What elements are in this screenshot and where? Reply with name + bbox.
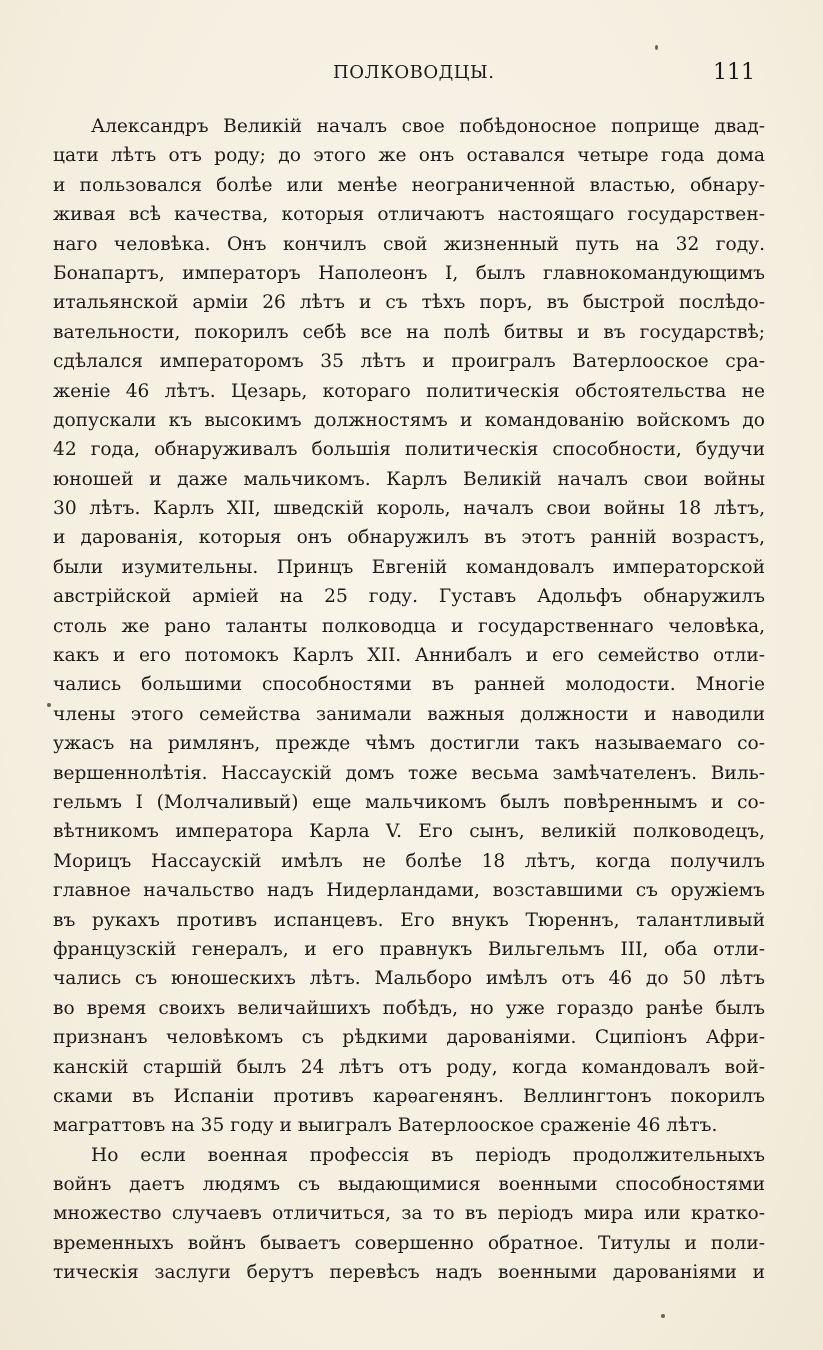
text-line: чались большими способностями въ ранней молодости. Многіе [53,674,765,696]
page-number: 111 [713,60,755,85]
text-line: маграттовъ на 35 году и выигралъ Ватерлооское сраженіе 46 лѣтъ. [53,1115,718,1137]
text-line: Морицъ Нассаускій имѣлъ не болѣе 18 лѣтъ, когда получилъ [53,850,765,872]
text-line: Бонапартъ, императоръ Наполеонъ I, былъ главнокомандующимъ [53,262,765,284]
text-line: австрійской арміей на 25 году. Густавъ Адольфъ обнаружилъ [53,586,765,608]
text-line: сдѣлался императоромъ 35 лѣтъ и проигралъ Ватерлооское сра- [53,351,765,373]
text-line: множество случаевъ отличиться, за то въ періодъ мира или кратко- [53,1203,765,1225]
text-line: и пользовался болѣе или менѣе неограниченной властью, обнару- [53,174,765,196]
text-line: Но если военная профессія въ періодъ продолжительныхъ [91,1144,765,1166]
text-line: тическія заслуги берутъ перевѣсъ надъ военными дарованіями и [53,1262,765,1284]
text-line: вательности, покорилъ себѣ все на полѣ битвы и въ государствѣ; [53,321,765,343]
ink-speck [47,703,51,707]
text-line: члены этого семейства занимали важныя должности и наводили [53,703,765,725]
text-line: во время своихъ величайшихъ побѣдъ, но уже гораздо ранѣе былъ [53,997,765,1019]
text-line: женіе 46 лѣтъ. Цезарь, котораго политическія обстоятельства не [53,380,765,402]
text-line: вѣтникомъ императора Карла V. Его сынъ, великій полководецъ, [53,821,765,843]
text-line: канскій старшій былъ 24 лѣтъ отъ роду, когда командовалъ вой- [53,1056,765,1078]
text-line: временныхъ войнъ бываетъ совершенно обратное. Титулы и поли- [53,1232,765,1254]
text-line: и дарованія, которыя онъ обнаружилъ въ этотъ ранній возрастъ, [53,527,765,549]
text-line: юношей и даже мальчикомъ. Карлъ Великій началъ свои войны [53,468,765,490]
ink-speck [661,1314,665,1318]
text-line: допускали къ высокимъ должностямъ и командованію войскомъ до [53,409,765,431]
text-line: войнъ даетъ людямъ съ выдающимися военными способностями [53,1174,765,1196]
text-line: сками въ Испаніи противъ карѳагенянъ. Веллингтонъ покорилъ [53,1085,765,1107]
text-line: ужасъ на римлянъ, прежде чѣмъ достигли такъ называемаго со- [53,733,765,755]
text-line: чались съ юношескихъ лѣтъ. Мальборо имѣлъ отъ 46 до 50 лѣтъ [53,968,765,990]
text-line: главное начальство надъ Нидерландами, возставшими съ оружіемъ [53,880,765,902]
text-line: 42 года, обнаруживалъ большія политическія способности, будучи [53,439,765,461]
text-line: живая всѣ качества, которыя отличаютъ настоящаго государствен- [53,204,765,226]
ink-speck [655,45,658,50]
running-header [0,60,823,90]
running-title: ПОЛКОВОДЦЫ. [333,62,495,83]
text-line: въ рукахъ противъ испанцевъ. Его внукъ Тюреннъ, талантливый [53,909,765,931]
text-line: были изумительны. Принцъ Евгеній командовалъ императорской [53,556,765,578]
text-line: столь же рано таланты полководца и государственнаго человѣка, [53,615,765,637]
text-line: цати лѣтъ отъ роду; до этого же онъ оставался четыре года дома [53,145,765,167]
body-text [53,112,765,1288]
text-line: какъ и его потомокъ Карлъ XII. Аннибалъ и его семейство отли- [53,645,765,667]
text-line: Александръ Великій началъ свое побѣдоносное поприще двад- [91,116,765,137]
text-line: признанъ человѣкомъ съ рѣдкими дарованіями. Сципіонъ Афри- [53,1027,765,1049]
text-line: гельмъ I (Молчаливый) еще мальчикомъ былъ повѣреннымъ и со- [53,791,765,813]
text-line: 30 лѣтъ. Карлъ XII, шведскій король, началъ свои войны 18 лѣтъ, [53,498,765,520]
text-line: итальянской арміи 26 лѣтъ и съ тѣхъ поръ, въ быстрой послѣдо- [53,292,765,314]
text-line: наго человѣка. Онъ кончилъ свой жизненный путь на 32 году. [53,233,765,255]
text-line: вершеннолѣтія. Нассаускій домъ тоже весьма замѣчателенъ. Виль- [53,762,765,784]
text-line: французскій генералъ, и его правнукъ Вильгельмъ III, оба отли- [53,938,765,960]
